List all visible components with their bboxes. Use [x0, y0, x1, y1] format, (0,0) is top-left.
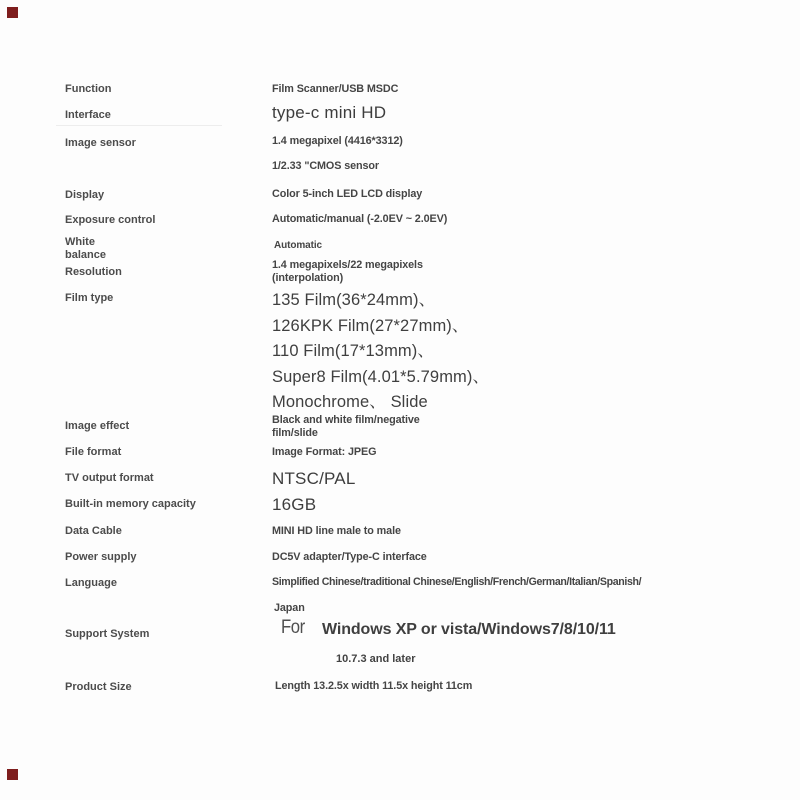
- spec-value-display: Color 5-inch LED LCD display: [272, 188, 423, 200]
- spec-value-tv-output-format: NTSC/PAL: [272, 469, 356, 488]
- spec-value-image-effect: [272, 414, 420, 439]
- film-type-110: 110 Film(17*13mm)、: [272, 342, 434, 361]
- top-left-red-square-icon: [7, 7, 18, 18]
- spec-value-exposure-control: Automatic/manual (-2.0EV ~ 2.0EV): [272, 213, 448, 225]
- bottom-left-red-square-icon: [7, 769, 18, 780]
- spec-label-exposure-control: Exposure control: [65, 214, 156, 226]
- spec-value-image-effect-line1: Black and white film/negative: [272, 414, 420, 426]
- spec-value-support-system-prefix: For: [281, 617, 305, 638]
- spec-value-image-sensor-line1: 1.4 megapixel (4416*3312): [272, 135, 403, 147]
- spec-value-resolution-line2: (interpolation): [272, 271, 344, 284]
- spec-value-image-sensor-line2: 1/2.33 "CMOS sensor: [272, 160, 380, 172]
- film-type-monochrome-slide: Monochrome、 Slide: [272, 393, 428, 412]
- spec-label-language: Language: [65, 577, 117, 589]
- spec-label-tv-output-format: TV output format: [65, 472, 154, 484]
- spec-label-built-in-memory-capacity: Built-in memory capacity: [65, 498, 196, 510]
- spec-label-file-format: File format: [65, 446, 122, 458]
- spec-value-interface: type-c mini HD: [272, 103, 387, 122]
- spec-value-white-balance: Automatic: [274, 240, 322, 251]
- spec-value-language-line1: Simplified Chinese/traditional Chinese/English/French/German/Italian/Spanish/: [272, 576, 642, 588]
- spec-value-resolution: [272, 259, 423, 284]
- spec-label-image-sensor: Image sensor: [65, 137, 136, 149]
- spec-value-product-size: Length 13.2.5x width 11.5x height 11cm: [275, 680, 473, 692]
- spec-label-film-type: Film type: [65, 292, 114, 304]
- spec-value-resolution-line1: 1.4 megapixels/22 megapixels: [272, 259, 423, 271]
- spec-label-power-supply: Power supply: [65, 551, 137, 563]
- spec-value-power-supply: DC5V adapter/Type-C interface: [272, 551, 427, 563]
- film-type-super8: Super8 Film(4.01*5.79mm)、: [272, 367, 490, 386]
- film-type-135: 135 Film(36*24mm)、: [272, 291, 436, 309]
- spec-label-white-balance: White balance: [65, 236, 106, 261]
- spec-value-file-format: Image Format: JPEG: [272, 446, 377, 458]
- spec-value-function: Film Scanner/USB MSDC: [272, 83, 399, 95]
- spec-value-support-system-note: 10.7.3 and later: [336, 653, 416, 665]
- spec-value-film-type: [272, 288, 489, 416]
- spec-value-support-system: Windows XP or vista/Windows7/8/10/11: [322, 621, 616, 638]
- film-type-126kpk: 126KPK Film(27*27mm)、: [272, 316, 469, 335]
- spec-label-function: Function: [65, 83, 112, 95]
- spec-value-language-line2: Japan: [274, 602, 305, 614]
- spec-label-display: Display: [65, 189, 105, 201]
- spec-label-product-size: Product Size: [65, 681, 132, 693]
- spec-value-image-effect-line2: film/slide: [272, 426, 318, 439]
- spec-value-data-cable: MINI HD line male to male: [272, 525, 401, 537]
- spec-label-interface: Interface: [65, 109, 111, 121]
- spec-value-built-in-memory-capacity: 16GB: [272, 495, 317, 514]
- row-divider: [56, 125, 222, 126]
- spec-label-resolution: Resolution: [65, 266, 122, 278]
- spec-label-image-effect: Image effect: [65, 420, 130, 432]
- spec-label-support-system: Support System: [65, 628, 150, 640]
- spec-label-data-cable: Data Cable: [65, 525, 122, 537]
